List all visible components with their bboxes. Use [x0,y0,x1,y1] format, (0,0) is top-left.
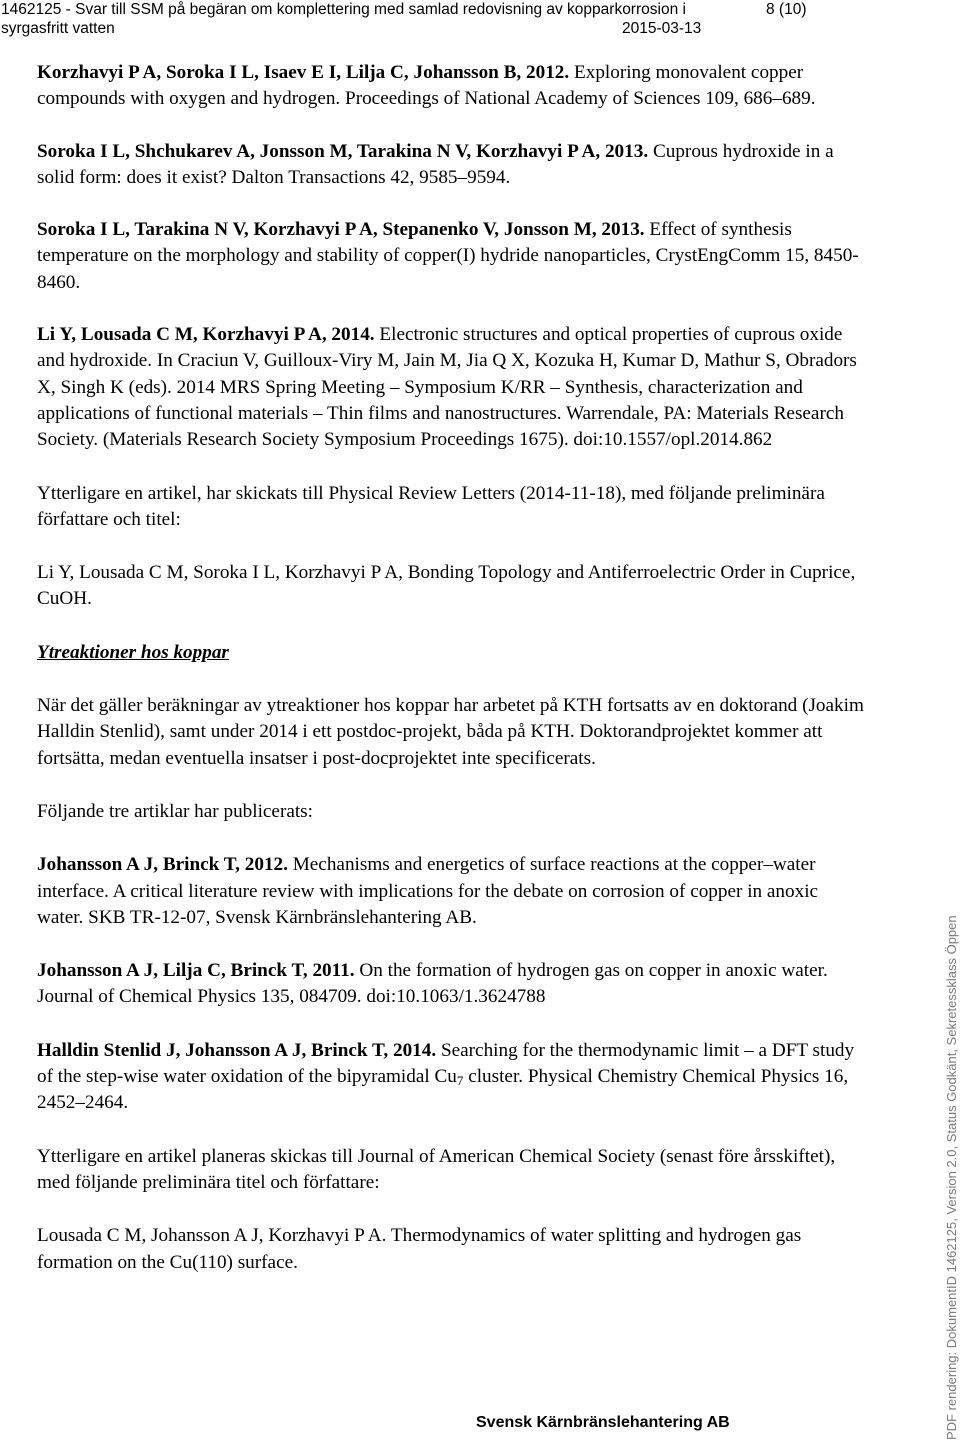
paragraph-submitted-article: Ytterligare en artikel, har skickats till Physical Review Letters (2014-11-18), med följande preliminära författare och titel: [37,482,825,530]
reference-text: Mechanisms and energetics of surface reactions at the copper–water interface. A critical literature review with implications for the debate on corrosion of copper in anoxic water. SKB TR-12-07, Svensk Kärnbränslehantering AB. [37,854,819,928]
reference-3 [37,217,867,296]
paragraph-planned-article: Ytterligare en artikel planeras skickas till Journal of American Chemical Society (senast före årsskiftet), med följande preliminära titel och författare: [37,1145,836,1193]
header-page-number: 8 (10) [766,1,807,18]
reference-text: Electronic structures and optical properties of cuprous oxide and hydroxide. In Craciun V, Guilloux-Viry M, Jain M, Jia Q X, Kozuka H, Kumar D, Mathur S, Obradors X, Singh K (eds). 2014 MRS Spring Meeting – Symposium K/RR – Synthesis, characterization and applications of functional materials – Thin films and nanostructures. Warrendale, PA: Materials Research Society. (Materials Research Society Symposium Proceedings 1675). doi:10.1557/opl.2014.862 [37,324,857,451]
reference-7 [37,1038,867,1117]
reference-authors: Halldin Stenlid J, Johansson A J, Brinck T, 2014. [37,1039,437,1061]
paragraph-surface-reactions: När det gäller beräkningar av ytreaktioner hos koppar har arbetet på KTH fortsatts av en doktorand (Joakim Halldin Stenlid), samt under 2014 i ett postdoc-projekt, båda på KTH. Doktorandprojektet kommer att fortsätta, medan eventuella insatser i post-docprojektet inte specificerats. [37,695,864,769]
footer-organization: Svensk Kärnbränslehantering AB [476,1414,730,1431]
reference-6 [37,958,867,1011]
document-body [37,60,867,1276]
reference-text: Exploring monovalent copper compounds with oxygen and hydrogen. Proceedings of National Academy of Sciences 109, 686–689. [37,62,816,110]
reference-1 [37,60,867,113]
reference-authors: Korzhavyi P A, Soroka I L, Isaev E I, Lilja C, Johansson B, 2012. [37,62,570,83]
pdf-rendering-sidebar: PDF rendering: DokumentID 1462125, Version 2.0, Status Godkänt, Sekretessklass Öppen [944,915,959,1440]
header-title-line1: 1462125 - Svar till SSM på begäran om komplettering med samlad redovisning av kopparkorrosion i [1,1,686,18]
reference-authors: Johansson A J, Brinck T, 2012. [37,854,288,876]
reference-2 [37,139,867,192]
subscript-seven: 7 [456,1073,464,1089]
reference-authors: Soroka I L, Shchukarev A, Jonsson M, Tarakina N V, Korzhavyi P A, 2013. [37,140,649,162]
reference-authors: Soroka I L, Tarakina N V, Korzhavyi P A, Stepanenko V, Jonsson M, 2013. [37,219,645,241]
reference-authors: Li Y, Lousada C M, Korzhavyi P A, 2014. [37,324,375,346]
reference-authors: Johansson A J, Lilja C, Brinck T, 2011. [37,960,355,982]
paragraph-planned-reference: Lousada C M, Johansson A J, Korzhavyi P A. Thermodynamics of water splitting and hydrogen gas formation on the Cu(110) surface. [37,1225,802,1273]
reference-4 [37,322,867,453]
paragraph-published-intro: Följande tre artiklar har publicerats: [37,800,313,822]
reference-text: On the formation of hydrogen gas on copper in anoxic water. Journal of Chemical Physics 135, 084709. doi:10.1063/1.3624788 [37,960,828,1008]
reference-5 [37,852,867,931]
paragraph-preliminary-article: Li Y, Lousada C M, Soroka I L, Korzhavyi P A, Bonding Topology and Antiferroelectric Order in Cuprice, CuOH. [37,562,856,610]
section-heading: Ytreaktioner hos koppar [37,641,229,663]
header-date: 2015-03-13 [622,20,702,37]
reference-text: Effect of synthesis temperature on the morphology and stability of copper(I) hydride nanoparticles, CrystEngComm 15, 8450-8460. [37,219,859,293]
reference-text-end: cluster. Physical Chemistry Chemical Physics 16, 2452–2464. [37,1066,849,1114]
header-title-line2: syrgasfritt vatten [1,20,115,37]
reference-text: Searching for the thermodynamic limit – a DFT study of the step-wise water oxidation of the bipyramidal Cu [37,1039,855,1088]
reference-text: Cuprous hydroxide in a solid form: does it exist? Dalton Transactions 42, 9585–9594. [37,140,834,188]
